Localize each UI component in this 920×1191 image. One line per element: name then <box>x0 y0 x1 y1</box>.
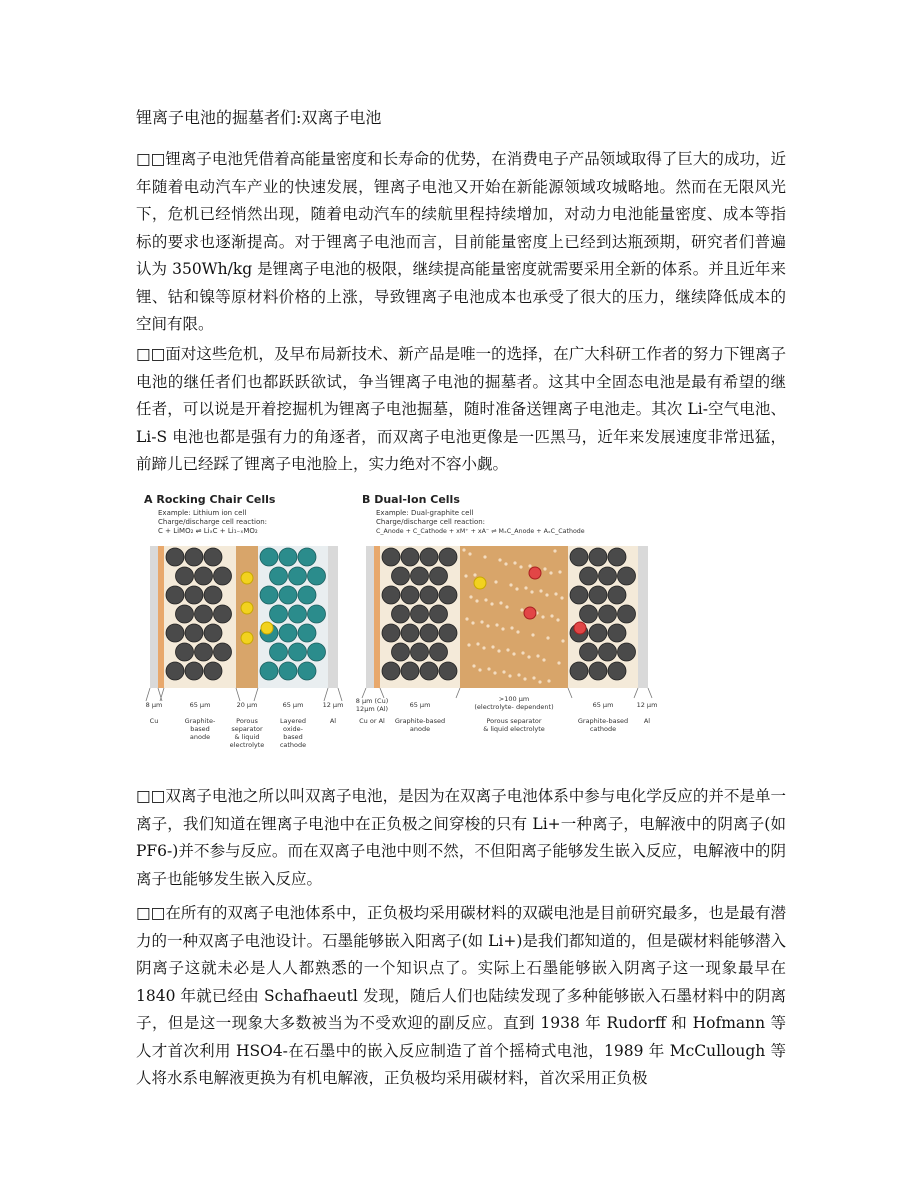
svg-text:cathode: cathode <box>279 741 307 749</box>
panel-a <box>144 493 343 749</box>
particle <box>420 624 438 642</box>
electrolyte-dot <box>495 623 498 626</box>
panel-b-title: B Dual-Ion Cells <box>362 493 460 506</box>
electrolyte-dot <box>501 627 504 630</box>
particle <box>618 567 636 585</box>
particle <box>589 548 607 566</box>
svg-text:65 µm: 65 µm <box>282 701 304 709</box>
particle <box>270 567 288 585</box>
electrolyte-dot <box>509 583 512 586</box>
electrolyte-dot <box>506 648 509 651</box>
electrolyte-dot <box>497 649 500 652</box>
particle <box>439 662 457 680</box>
electrolyte-dot <box>504 562 507 565</box>
particle <box>204 662 222 680</box>
particle <box>382 624 400 642</box>
electrolyte-dot <box>490 602 493 605</box>
particle <box>185 548 203 566</box>
svg-text:Cu: Cu <box>149 717 159 725</box>
electrolyte-dot <box>532 676 535 679</box>
electrolyte-dot <box>465 617 468 620</box>
electrolyte-dot <box>475 599 478 602</box>
particle <box>401 624 419 642</box>
electrolyte-dot <box>515 587 518 590</box>
particle <box>298 586 316 604</box>
particle <box>260 662 278 680</box>
electrolyte-dot <box>498 558 501 561</box>
svg-text:anode: anode <box>409 725 431 733</box>
electrolyte-dot <box>546 636 549 639</box>
electrolyte-dot <box>542 658 545 661</box>
panel-a-line-3: C + LiMO₂ ⇌ LiₓC + Li₁₋ₓMO₂ <box>158 527 258 535</box>
particle <box>185 624 203 642</box>
particle <box>411 567 429 585</box>
svg-text:65 µm: 65 µm <box>592 701 614 709</box>
panel-a-line-2: Charge/discharge cell reaction: <box>158 518 268 526</box>
svg-text:electrolyte: electrolyte <box>229 741 265 749</box>
panel-b-line-1: Example: Dual-graphite cell <box>376 509 474 517</box>
electrolyte-dot <box>536 654 539 657</box>
particle <box>289 567 307 585</box>
electrolyte-dot <box>505 605 508 608</box>
svg-text:>100 µm: >100 µm <box>498 695 530 703</box>
particle <box>580 605 598 623</box>
particle <box>214 567 232 585</box>
electrolyte-dot <box>543 567 546 570</box>
electrolyte-dot <box>520 608 523 611</box>
paragraph-4: □□在所有的双离子电池体系中，正负极均采用碳材料的双碳电池是目前研究最多，也是最有潜力的一种双离子电池设计。石墨能够嵌入阳离子(如 Li+)是我们都知道的，但是碳材料能够潜入阴离子这就未必是人人都熟悉的一个知识点了。实际上石墨能够嵌入阴离子这一现象最早在 1840 年就已经由 Schafhaeutl 发现，随后人们也陆续发现了多种能够嵌入石墨材料中的阴离子，但是这一现象大多数被当为不受欢迎的副反应。直到 1938 年 Rudorff 和 Hofmann 等人才首次利用 HSO4-在石墨中的嵌入反应制造了首个摇椅式电池，1989 年 McCullough 等人将水系电解液更换为有机电解液，正负极均采用碳材料，首次采用正负极 <box>136 904 786 1087</box>
svg-text:Porous separator: Porous separator <box>486 717 542 725</box>
svg-text:Al: Al <box>643 717 651 725</box>
electrolyte-dot <box>473 573 476 576</box>
svg-text:65 µm: 65 µm <box>189 701 211 709</box>
electrolyte-dot <box>524 586 527 589</box>
particle <box>270 643 288 661</box>
electrolyte-dot <box>561 639 564 642</box>
electrolyte-dot <box>539 589 542 592</box>
electrolyte-dot <box>484 598 487 601</box>
particle <box>214 643 232 661</box>
particle <box>589 624 607 642</box>
svg-text:based: based <box>190 725 210 733</box>
electrolyte-dot <box>493 671 496 674</box>
particle <box>298 548 316 566</box>
electrolyte-dot <box>468 552 471 555</box>
panel-b-line-2: Charge/discharge cell reaction: <box>376 518 486 526</box>
svg-text:(electrolyte- dependent): (electrolyte- dependent) <box>474 703 554 711</box>
particle <box>195 643 213 661</box>
electrolyte-dot <box>523 677 526 680</box>
paragraph-2: □□面对这些危机，及早布局新技术、新产品是唯一的选择，在广大科研工作者的努力下锂离子电池的继任者们也都跃跃欲试，争当锂离子电池的掘墓者。这其中全固态电池是最有希望的继任者，可以说是开着挖掘机为锂离子电池掘墓，随时准备送锂离子电池走。其次 Li-空气电池、Li-S 电池也都是强有力的角逐者，而双离子电池更像是一匹黑马，近年来发展速度非常迅猛，前蹄儿已经踩了锂离子电池脸上，实力绝对不容小觑。 <box>136 345 786 473</box>
electrolyte-dot <box>521 651 524 654</box>
electrolyte-dot <box>483 555 486 558</box>
particle <box>570 586 588 604</box>
particle <box>392 643 410 661</box>
particle <box>420 548 438 566</box>
svg-text:12µm (Al): 12µm (Al) <box>355 705 389 713</box>
svg-text:8 µm (Cu): 8 µm (Cu) <box>355 697 389 705</box>
particle <box>570 548 588 566</box>
svg-text:20 µm: 20 µm <box>236 701 258 709</box>
svg-text:& liquid: & liquid <box>234 733 260 741</box>
a-separator <box>236 546 258 688</box>
electrolyte-dot <box>486 624 489 627</box>
particle <box>580 567 598 585</box>
svg-text:cathode: cathode <box>589 725 617 733</box>
particle <box>166 624 184 642</box>
electrolyte-dot <box>476 642 479 645</box>
particle <box>279 548 297 566</box>
particle <box>176 605 194 623</box>
particle <box>382 548 400 566</box>
svg-text:based: based <box>283 733 303 741</box>
particle <box>411 605 429 623</box>
particle <box>195 567 213 585</box>
electrolyte-dot <box>494 580 497 583</box>
electrolyte-dot <box>556 618 559 621</box>
electrolyte-dot <box>519 565 522 568</box>
particle <box>430 567 448 585</box>
particle <box>589 586 607 604</box>
paragraph-1: □□锂离子电池凭借着高能量密度和长寿命的优势，在消费电子产品领域取得了巨大的成功，近年随着电动汽车产业的快速发展，锂离子电池又开始在新能源领域攻城略地。然而在无限风光下，危机已经悄然出现，随着电动汽车的续航里程持续增加，对动力电池能量密度、成本等指标的要求也逐渐提高。对于锂离子电池而言，目前能量密度上已经到达瓶颈期，研究者们普遍认为 350Wh/kg 是锂离子电池的极限，继续提高能量密度就需要采用全新的体系。并且近年来锂、钴和镍等原材料价格的上涨，导致锂离子电池成本也承受了很大的压力，继续降低成本的空间有限。 <box>136 150 786 333</box>
particle <box>411 643 429 661</box>
electrolyte-dot <box>517 673 520 676</box>
particle <box>382 586 400 604</box>
particle <box>279 586 297 604</box>
electrolyte-dot <box>538 680 541 683</box>
electrolyte-dot <box>512 652 515 655</box>
electrolyte-dot <box>541 615 544 618</box>
particle <box>204 586 222 604</box>
particle <box>420 586 438 604</box>
electrolyte-dot <box>547 679 550 682</box>
particle <box>289 605 307 623</box>
electrolyte-dot <box>558 570 561 573</box>
electrolyte-dot <box>464 574 467 577</box>
particle <box>214 605 232 623</box>
svg-text:anode: anode <box>189 733 211 741</box>
particle <box>204 624 222 642</box>
particle <box>401 548 419 566</box>
particle <box>570 662 588 680</box>
particle <box>608 548 626 566</box>
b-al-collector <box>638 546 648 688</box>
panel-a-title: A Rocking Chair Cells <box>144 493 276 506</box>
svg-text:Graphite-based: Graphite-based <box>577 717 629 725</box>
particle <box>185 662 203 680</box>
particle <box>166 548 184 566</box>
electrolyte-dot <box>513 561 516 564</box>
svg-text:8 µm: 8 µm <box>145 701 163 709</box>
electrolyte-dot <box>553 549 556 552</box>
particle <box>279 662 297 680</box>
panel-a-line-1: Example: Lithium ion cell <box>158 509 247 517</box>
electrolyte-dot <box>530 590 533 593</box>
particle <box>599 605 617 623</box>
particle <box>618 605 636 623</box>
particle <box>439 586 457 604</box>
particle <box>308 643 326 661</box>
electrolyte-dot <box>487 667 490 670</box>
electrolyte-dot <box>471 621 474 624</box>
electrolyte-dot <box>510 626 513 629</box>
svg-text:12 µm: 12 µm <box>636 701 658 709</box>
particle <box>608 624 626 642</box>
electrolyte-dot <box>508 674 511 677</box>
electrolyte-dot <box>467 643 470 646</box>
particle <box>401 586 419 604</box>
electrolyte-dot <box>557 661 560 664</box>
document-title: 锂离子电池的掘墓者们:双离子电池 <box>136 108 382 127</box>
particle <box>166 586 184 604</box>
electrolyte-dot <box>491 645 494 648</box>
particle <box>589 662 607 680</box>
particle <box>392 605 410 623</box>
battery-diagram-figure <box>140 486 672 756</box>
svg-text:Porous: Porous <box>236 717 258 725</box>
particle <box>580 643 598 661</box>
electrolyte-dot <box>462 548 465 551</box>
svg-text:Al: Al <box>329 717 337 725</box>
b-copper-strip <box>374 546 380 688</box>
particle <box>430 643 448 661</box>
particle <box>599 567 617 585</box>
particle <box>176 567 194 585</box>
electrolyte-dot <box>472 664 475 667</box>
electrolyte-dot <box>527 655 530 658</box>
particle <box>430 605 448 623</box>
electrolyte-dot <box>502 670 505 673</box>
particle <box>392 567 410 585</box>
electrolyte-dot <box>560 596 563 599</box>
particle <box>289 643 307 661</box>
particle <box>608 662 626 680</box>
electrolyte-dot <box>480 620 483 623</box>
electrolyte-dot <box>549 571 552 574</box>
svg-text:Layered: Layered <box>279 717 307 725</box>
svg-text:oxide-: oxide- <box>283 725 303 733</box>
particle <box>618 643 636 661</box>
electrolyte-dot <box>554 592 557 595</box>
particle <box>260 586 278 604</box>
a-labels <box>146 701 344 749</box>
particle <box>176 643 194 661</box>
particle <box>298 662 316 680</box>
particle <box>204 548 222 566</box>
a-copper-strip <box>158 546 164 688</box>
svg-text:Cu or Al: Cu or Al <box>359 717 385 725</box>
svg-text:Graphite-: Graphite- <box>184 717 216 725</box>
b-labels <box>356 695 658 733</box>
particle <box>298 624 316 642</box>
particle <box>279 624 297 642</box>
particle <box>599 643 617 661</box>
particle <box>308 567 326 585</box>
electrolyte-dot <box>478 668 481 671</box>
svg-text:65 µm: 65 µm <box>409 701 431 709</box>
electrolyte-dot <box>482 646 485 649</box>
particle <box>382 662 400 680</box>
particle <box>270 605 288 623</box>
panel-b-line-3: C_Anode + C_Cathode + xM⁺ + xA⁻ ⇌ MₓC_Anode + AₓC_Cathode <box>376 528 585 535</box>
particle <box>439 548 457 566</box>
particle <box>608 586 626 604</box>
a-al-collector <box>328 546 338 688</box>
particle <box>166 662 184 680</box>
svg-text:separator: separator <box>231 725 263 733</box>
svg-text:& liquid electrolyte: & liquid electrolyte <box>483 725 545 733</box>
electrolyte-dot <box>545 593 548 596</box>
particle <box>308 605 326 623</box>
electrolyte-dot <box>550 614 553 617</box>
particle <box>260 548 278 566</box>
electrolyte-dot <box>516 630 519 633</box>
particle <box>185 586 203 604</box>
svg-text:Graphite-based: Graphite-based <box>394 717 446 725</box>
electrolyte-dot <box>469 595 472 598</box>
particle <box>401 662 419 680</box>
b-collector-left <box>366 546 374 688</box>
electrolyte-dot <box>531 633 534 636</box>
paragraph-3: □□双离子电池之所以叫双离子电池，是因为在双离子电池体系中参与电化学反应的并不是单一离子，我们知道在锂离子电池中在正负极之间穿梭的只有 Li+一种离子，电解液中的阴离子(如 PF6-)并不参与反应。而在双离子电池中则不然，不但阳离子能够发生嵌入反应，电解液中的阴离子也能够发生嵌入反应。 <box>136 787 786 888</box>
particle <box>195 605 213 623</box>
particle <box>420 662 438 680</box>
electrolyte-dot <box>499 601 502 604</box>
electrolyte-dot <box>528 564 531 567</box>
panel-b <box>356 493 658 733</box>
svg-text:12 µm: 12 µm <box>322 701 344 709</box>
particle <box>439 624 457 642</box>
a-cu-collector <box>150 546 158 688</box>
